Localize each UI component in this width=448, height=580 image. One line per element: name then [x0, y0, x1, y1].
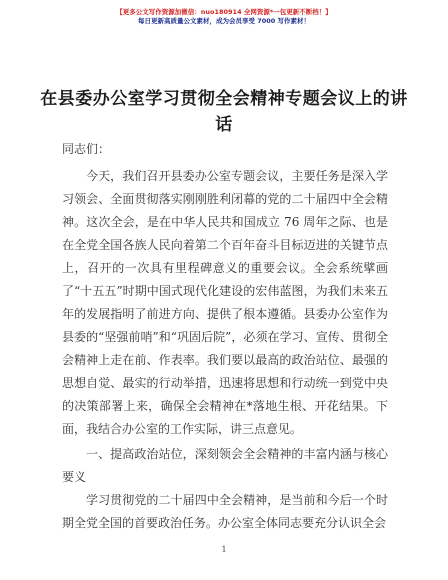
document-title: 在县委办公室学习贯彻全会精神专题会议上的讲话 — [40, 89, 408, 135]
body-paragraph: 今天，我们召开县委办公室专题会议，主要任务是深入学习领会、全面贯彻落实刚刚胜利闭幕的党的二十届四中全会精神。这次全会，是在中华人民共和国成立 76 周年之际、也是在全党全国各族人民向着第二个百年奋斗目标迈进的关键节点上，召开的一次具有里程碑意义的重要会议。全会系统擘画了“十五五”时期中国式现代化建设的宏伟蓝图，为我们未来五年的发展指明了前进方向、提供了根本遵循。县委办公室作为县委的“坚强前哨”和“巩固后院”，必须在学习、宣传、贯彻全会精神上走在前、作表率。我们要以最高的政治站位、最强的思想自觉、最实的行动举措，迅速将思想和行动统一到党中央的决策部署上来，确保全会精神在*落地生根、开花结果。下面，我结合办公室的工作实际，讲三点意见。 — [62, 169, 388, 436]
document-body — [62, 138, 388, 535]
promo-banner-line-2: 每日更新高质量公文素材，成为会员享受 7000 写作素材！ — [137, 17, 311, 25]
promo-banner — [0, 8, 448, 26]
promo-banner-line-1: 【更多公文写作资源加微信：nuo180914 全网资源*一包更新不断档！】 — [116, 8, 332, 16]
body-paragraph: 学习贯彻党的二十届四中全会精神，是当前和今后一个时期全党全国的首要政治任务。办公室全体同志要充分认识全会 — [62, 493, 388, 530]
salutation: 同志们： — [62, 142, 111, 156]
page-number: 1 — [221, 545, 227, 554]
section-heading: 一、提高政治站位，深刻领会全会精神的丰富内涵与核心要义 — [62, 447, 388, 484]
